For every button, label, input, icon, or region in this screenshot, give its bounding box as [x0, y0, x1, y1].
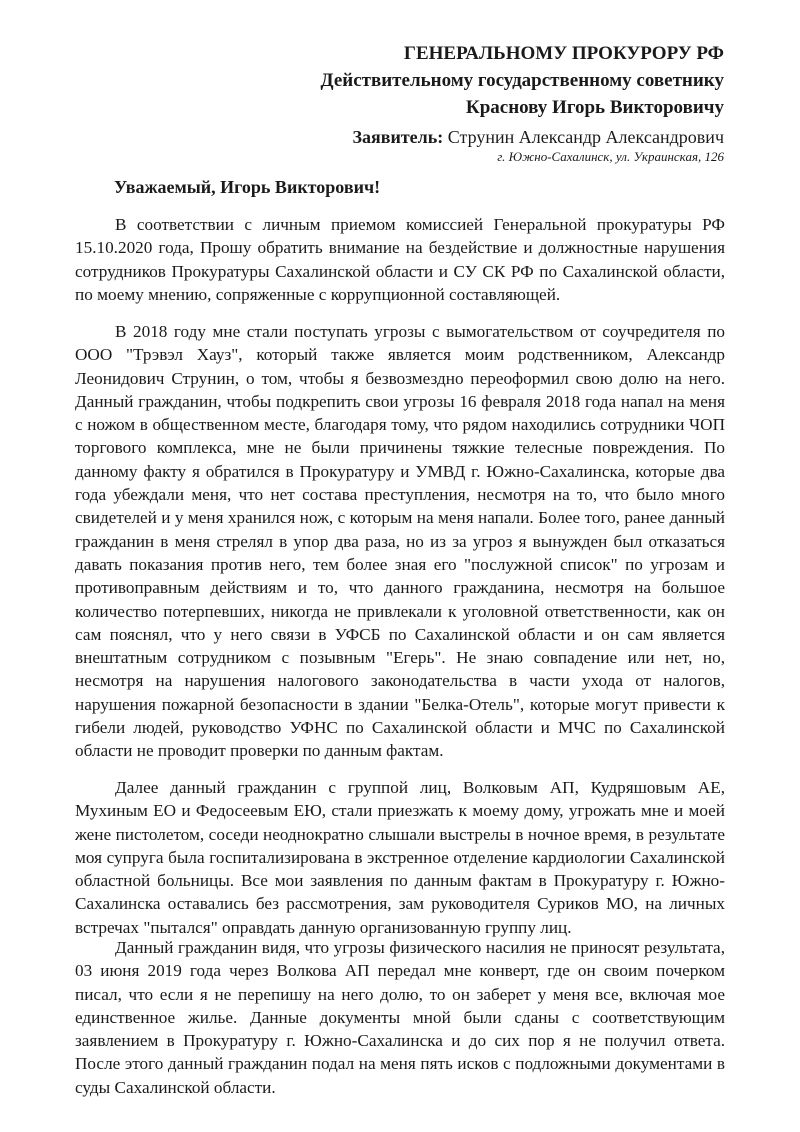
paragraph-1: В соответствии с личным приемом комиссией Генеральной прокуратуры РФ 15.10.2020 года, Прошу обратить внимание на бездействие и должностные нарушения сотрудников Прокуратуры Сахалинской области и СУ СК РФ по Сахалинской области, по моему мнению, сопряженные с коррупционной составляющей.: [75, 215, 725, 304]
paragraph-2: В 2018 году мне стали поступать угрозы с вымогательством от соучредителя по ООО "Трэвэл Хауз", который также является моим родственником, Александр Леонидович Струнин, о том, чтобы я безвозмездно переоформил свою долю на него. Данный гражданин, чтобы подкрепить свои угрозы 16 февраля 2018 года напал на меня с ножом в общественном месте, благодаря тому, что рядом находились сотрудники ЧОП торгового комплекса, мне не были причинены тяжкие телесные повреждения. По данному факту я обратился в Прокуратуру и УМВД г. Южно-Сахалинска, которые два года убеждали меня, что нет состава преступления, несмотря на то, что было много свидетелей и у меня хранился нож, с которым на меня напали. Более того, ранее данный гражданин в меня стрелял в упор два раза, но из за угроз я вынужден был отказаться давать показания против него, тем более зная его "послужной список" по угрозам и противоправным действиям и то, что данного гражданина, несмотря на большое количество потерпевших, никогда не привлекали к уголовной ответственности, как он сам пояснял, что у него связи в УФСБ по Сахалинской области и он сам является внештатным сотрудником с позывным "Егерь". Не знаю совпадение или нет, но, несмотря на нарушения налогового законодательства в части ухода от налогов, нарушения пожарной безопасности в здании "Белка-Отель", которые могут привести к гибели людей, руководство УФНС по Сахалинской области и МЧС по Сахалинской области не проводит проверки по данным фактам.: [75, 322, 725, 761]
paragraph-4: Данный гражданин видя, что угрозы физического насилия не приносят результата, 03 июня 2019 года через Волкова АП передал мне конверт, где он своим почерком писал, что если я не перепишу на него долю, то он заберет у меня все, включая мое единственное жилье. Данные документы мной были сданы с соответствующим заявлением в Прокуратуру г. Южно-Сахалинска и до сих пор я не получил ответа. После этого данный гражданин подал на меня пять исков с подложными документами в суды Сахалинской области.: [75, 938, 725, 1097]
applicant-address: г. Южно-Сахалинск, ул. Украинская, 126: [497, 149, 724, 164]
addressee-name: Краснову Игорь Викторовичу: [465, 97, 724, 118]
paragraph-3: Далее данный гражданин с группой лиц, Волковым АП, Кудряшовым АЕ, Мухиным ЕО и Федосеевым ЕЮ, стали приезжать к моему дому, угрожать мне и моей жене пистолетом, соседи неоднократно слышали выстрелы в ночное время, в результате моя супруга была госпитализирована в экстренное отделение кардиологии Сахалинской областной больницы. Все мои заявления по данным фактам в Прокуратуру г. Южно-Сахалинска оставались без рассмотрения, зам руководителя Суриков МО, на личных встречах "пытался" оправдать данную организованную группу лиц.: [75, 778, 725, 937]
applicant-label: Заявитель:: [352, 127, 444, 147]
addressee-rank: Действительному государственному советнику: [320, 70, 724, 91]
applicant-block: [353, 126, 725, 166]
greeting: Уважаемый, Игорь Викторович!: [114, 177, 381, 197]
addressee-block: [321, 40, 724, 121]
applicant-line: [353, 126, 725, 148]
applicant-name: Струнин Александр Александрович: [447, 127, 724, 147]
addressee-title: ГЕНЕРАЛЬНОМУ ПРОКУРОРУ РФ: [403, 43, 724, 64]
